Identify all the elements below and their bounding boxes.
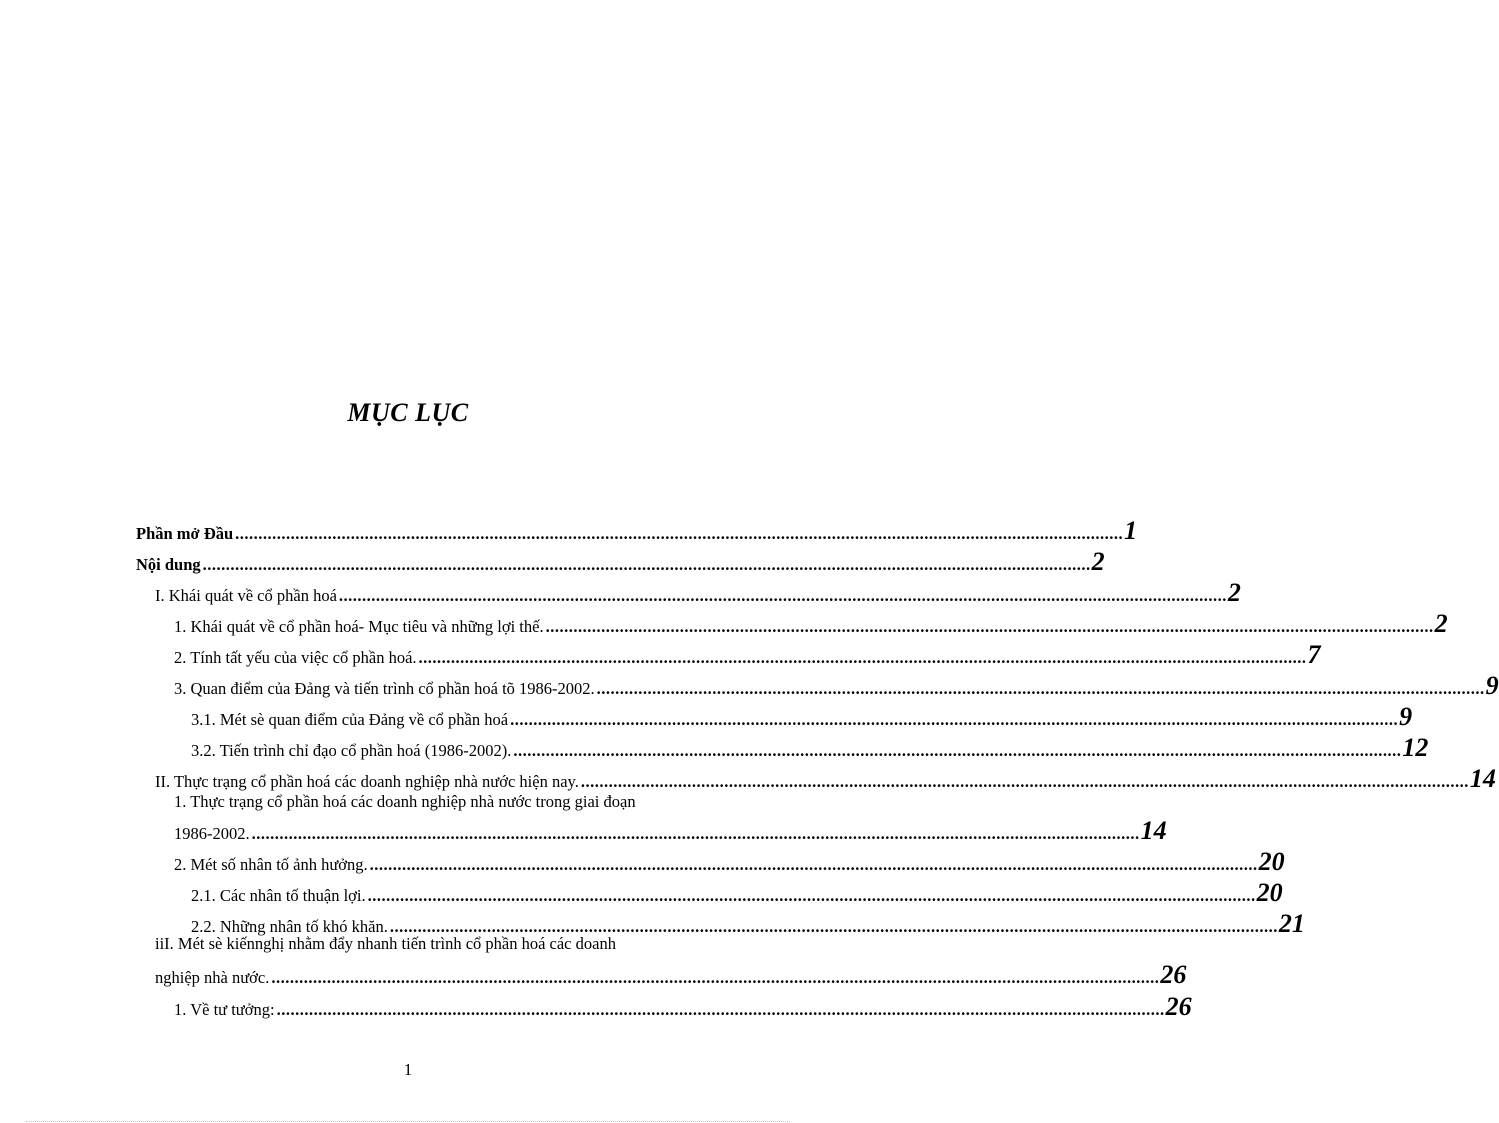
toc-entry-text: Phần mở Đầu bbox=[136, 524, 234, 543]
toc-entry[interactable] bbox=[136, 990, 1192, 1021]
toc-entry-page: 20 bbox=[1256, 878, 1283, 907]
toc-entry[interactable] bbox=[136, 545, 1105, 576]
dot-leader: ................................................................................................................................................................................................ bbox=[418, 648, 1307, 667]
toc-entry-text: 1. Khái quát về cổ phần hoá- Mục tiêu và những lợi thế. bbox=[174, 617, 544, 636]
dot-leader: ................................................................................................................................................................................................ bbox=[367, 886, 1256, 905]
toc-title: MỤC LỤC bbox=[347, 398, 469, 427]
toc-entry[interactable] bbox=[136, 607, 1448, 638]
toc-entry[interactable] bbox=[136, 876, 1283, 907]
dot-leader: ................................................................................................................................................................................................ bbox=[545, 617, 1434, 636]
dot-leader: ................................................................................................................................................................................................ bbox=[510, 710, 1399, 729]
toc-entry-text: 1. Về tư tưởng: bbox=[174, 1000, 275, 1019]
toc-entry-text: 2. Tính tất yếu của việc cổ phần hoá. bbox=[174, 648, 417, 667]
toc-entry[interactable] bbox=[136, 907, 1305, 938]
dot-leader: ................................................................................................................................................................................................ bbox=[202, 555, 1091, 574]
dot-leader: ................................................................................................................................................................................................ bbox=[251, 824, 1140, 843]
toc-entry-page: 26 bbox=[1165, 992, 1192, 1021]
page-bottom-rule bbox=[26, 1121, 790, 1122]
dot-leader: ................................................................................................................................................................................................ bbox=[389, 917, 1278, 936]
toc-entry-text: nghiệp nhà nước. bbox=[155, 968, 270, 987]
toc-entry-continuation: 1. Thực trạng cổ phần hoá các doanh nghiệp nhà nước trong giai đoạn bbox=[174, 792, 636, 811]
toc-entry-page: 26 bbox=[1160, 960, 1187, 989]
toc-entry-text: 2. Mét số nhân tố ảnh hưởng. bbox=[174, 855, 368, 874]
toc-entry-page: 14 bbox=[1140, 816, 1167, 845]
toc-entry-continuation: iiI. Mét sè kiếnnghị nhằm đẩy nhanh tiến trình cổ phần hoá các doanh bbox=[155, 934, 616, 953]
toc-entry-page: 21 bbox=[1278, 909, 1305, 938]
toc-entry[interactable] bbox=[136, 700, 1413, 731]
dot-leader: ................................................................................................................................................................................................ bbox=[369, 855, 1258, 874]
toc-entry-page: 2 bbox=[1091, 547, 1105, 576]
toc-entry-text: Nội dung bbox=[136, 555, 201, 574]
toc-entry-page: 12 bbox=[1402, 733, 1429, 762]
toc-entry-text: 3.1. Mét sè quan điểm của Đảng về cổ phần hoá bbox=[191, 710, 509, 729]
dot-leader: ................................................................................................................................................................................................ bbox=[513, 741, 1402, 760]
toc-entry[interactable] bbox=[136, 731, 1429, 762]
dot-leader: ................................................................................................................................................................................................ bbox=[276, 1000, 1165, 1019]
toc-entry-text: 3. Quan điểm của Đảng và tiến trình cổ phần hoá tõ 1986-2002. bbox=[174, 679, 595, 698]
toc-entry[interactable] bbox=[136, 814, 1167, 845]
dot-leader: ................................................................................................................................................................................................ bbox=[580, 772, 1469, 791]
toc-entry[interactable] bbox=[136, 958, 1187, 989]
toc-entry-text: 3.2. Tiến trình chỉ đạo cổ phần hoá (1986-2002). bbox=[191, 741, 512, 760]
toc-entry[interactable] bbox=[136, 669, 1499, 700]
toc-entry-page: 2 bbox=[1227, 578, 1241, 607]
toc-entry-text: I. Khái quát về cổ phần hoá bbox=[155, 586, 337, 605]
toc-entry-page: 2 bbox=[1434, 609, 1448, 638]
toc-entry[interactable] bbox=[136, 762, 1496, 793]
toc-entry[interactable] bbox=[136, 514, 1138, 545]
dot-leader: ................................................................................................................................................................................................ bbox=[271, 968, 1160, 987]
toc-entry-text: 2.1. Các nhân tố thuận lợi. bbox=[191, 886, 366, 905]
toc-entry-page: 7 bbox=[1307, 640, 1321, 669]
toc-entry[interactable] bbox=[136, 845, 1285, 876]
toc-entry[interactable] bbox=[136, 638, 1321, 669]
toc-entry-text: II. Thực trạng cổ phần hoá các doanh nghiệp nhà nước hiện nay. bbox=[155, 772, 579, 791]
toc-entry-text: 1986-2002. bbox=[174, 824, 250, 843]
page-number: 1 bbox=[403, 1060, 413, 1079]
toc-entry-page: 20 bbox=[1258, 847, 1285, 876]
toc-entry-page: 14 bbox=[1469, 764, 1496, 793]
toc-entry-page: 9 bbox=[1485, 671, 1499, 700]
dot-leader: ................................................................................................................................................................................................ bbox=[235, 524, 1124, 543]
dot-leader: ................................................................................................................................................................................................ bbox=[338, 586, 1227, 605]
dot-leader: ................................................................................................................................................................................................ bbox=[596, 679, 1485, 698]
toc-entry[interactable] bbox=[136, 576, 1241, 607]
toc-entry-page: 1 bbox=[1124, 516, 1138, 545]
toc-entry-text: 2.2. Những nhân tố khó khăn. bbox=[191, 917, 388, 936]
toc-entry-page: 9 bbox=[1399, 702, 1413, 731]
